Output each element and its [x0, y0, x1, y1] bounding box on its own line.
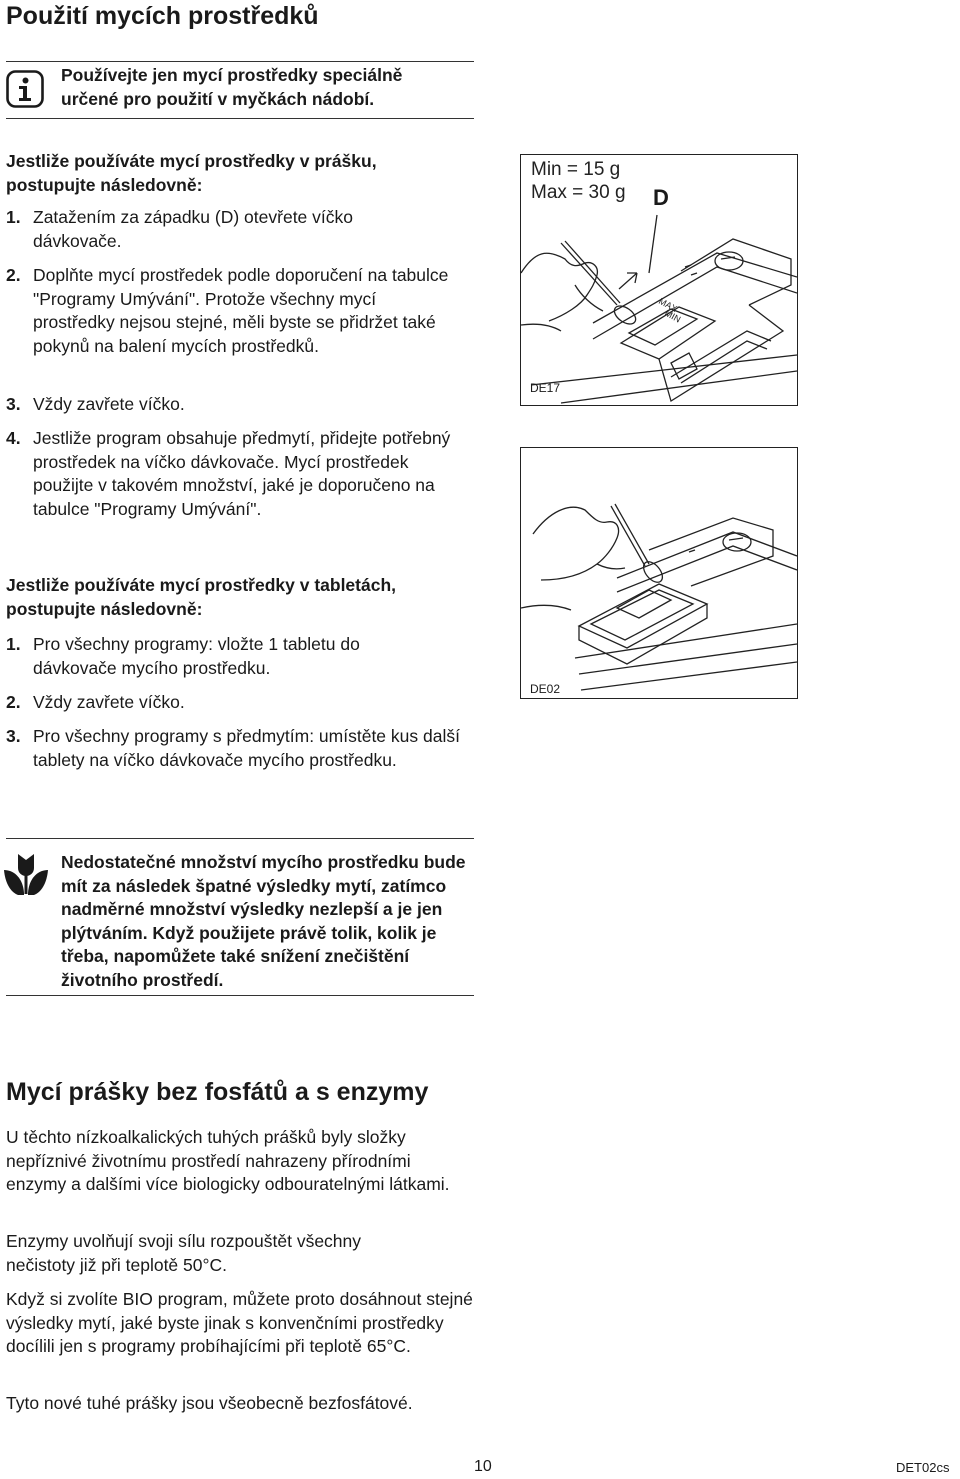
step-number: 2. [6, 692, 21, 712]
step-text: Pro všechny programy: vložte 1 tabletu do dávkovače mycího prostředku. [33, 634, 360, 678]
section-2-paragraph-4: Tyto nové tuhé prášky jsou všeobecně bezfosfátové. [6, 1393, 413, 1413]
step-number: 1. [6, 207, 21, 227]
page-title: Použití mycích prostředků [6, 2, 319, 30]
min-dose-label: Min = 15 g [531, 159, 621, 180]
figure-1-code: DE17 [530, 381, 561, 395]
step-text: Pro všechny programy s předmytím: umístěte kus další tablety na víčko dávkovače mycího prostředku. [33, 726, 460, 770]
tablets-heading: Jestliže používáte mycí prostředky v tabletách, postupujte následovně: [6, 575, 397, 619]
step-text: Jestliže program obsahuje předmytí, přidejte potřebný prostředek na víčko dávkovače. Mycí prostředek použijte v takovém množství, jaké je doporučeno na tabulce "Programy Umývání". [33, 428, 451, 519]
powder-step-3 [6, 393, 476, 417]
eco-top-rule [6, 838, 474, 839]
dispenser-open-illustration [521, 155, 797, 405]
dispenser-figure-1 [520, 154, 798, 406]
info-bottom-rule [6, 118, 474, 119]
eco-bottom-rule [6, 995, 474, 996]
latch-label: D [653, 185, 669, 210]
dispenser-fill-illustration [521, 448, 797, 698]
step-text: Vždy zavřete víčko. [33, 394, 185, 414]
powder-step-1 [6, 206, 476, 251]
document-code: DET02cs [896, 1460, 950, 1475]
figure-2-code: DE02 [530, 682, 561, 696]
max-dose-label: Max = 30 g [531, 182, 626, 203]
step-text: Zatažením za západku (D) otevřete víčko dávkovače. [33, 207, 353, 251]
eco-note-text: Nedostatečné množství mycího prostředku bude mít za následek špatné výsledky mytí, zatímco nadměrné množství výsledky nezlepší a je jen plýtváním. Když použijete právě tolik, kolik je třeba, napomůžete také snížení znečištění životního prostředí. [61, 852, 466, 990]
step-number: 2. [6, 265, 21, 285]
step-number: 3. [6, 394, 21, 414]
section-2-paragraph-1: U těchto nízkoalkalických tuhých prášků byly složky nepříznivé životnímu prostředí nahrazeny přírodními enzymy a dalšími více biologicky odbouratelnými látkami. [6, 1127, 450, 1194]
tablets-step-3 [6, 725, 476, 770]
tablets-step-2 [6, 691, 476, 715]
dispenser-figure-2 [520, 447, 798, 699]
min-fill-mark: MIN [663, 307, 683, 325]
step-number: 1. [6, 634, 21, 654]
powder-step-2 [6, 264, 476, 356]
info-icon [6, 70, 44, 108]
tablets-step-1 [6, 633, 476, 678]
section-2-paragraph-2: Enzymy uvolňují svoji sílu rozpouštět všechny nečistoty již při teplotě 50°C. [6, 1231, 362, 1275]
powder-step-4 [6, 427, 476, 519]
page-number: 10 [474, 1458, 492, 1475]
powder-heading: Jestliže používáte mycí prostředky v prášku, postupujte následovně: [6, 151, 377, 195]
eco-flower-icon [4, 852, 48, 896]
step-text: Vždy zavřete víčko. [33, 692, 185, 712]
section-2-title: Mycí prášky bez fosfátů a s enzymy [6, 1078, 429, 1106]
info-top-rule [6, 61, 474, 62]
step-number: 3. [6, 726, 21, 746]
step-text: Doplňte mycí prostředek podle doporučení na tabulce "Programy Umývání". Protože všechny mycí prostředky nejsou stejné, měli byste se přidržet také pokynů na balení mycích prostředků. [33, 265, 449, 356]
section-2-paragraph-3: Když si zvolíte BIO program, můžete proto dosáhnout stejné výsledky mytí, jaké byste jinak s konvenčními prostředky docílili jen s programy probíhajícími při teplotě 65°C. [6, 1289, 473, 1356]
step-number: 4. [6, 428, 21, 448]
max-fill-mark: MAX [657, 295, 679, 314]
info-note-text: Používejte jen mycí prostředky speciálně určené pro použití v myčkách nádobí. [61, 65, 403, 109]
